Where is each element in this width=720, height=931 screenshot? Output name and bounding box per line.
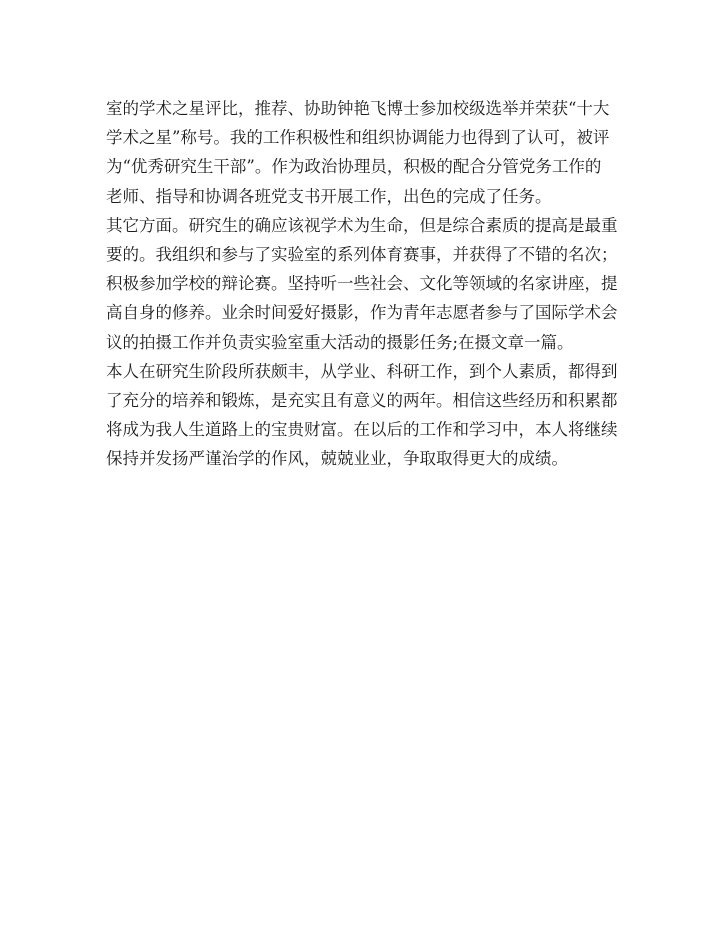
text-line: 高自身的修养。业余时间爱好摄影，作为青年志愿者参与了国际学术会: [106, 303, 618, 323]
text-line: 保持并发扬严谨治学的作风，兢兢业业，争取取得更大的成绩。: [106, 449, 568, 469]
text-line: 了充分的培养和锻炼，是充实且有意义的两年。相信这些经历和积累都: [106, 390, 618, 410]
text-line: 学术之星”称号。我的工作积极性和组织协调能力也得到了认可，被评: [106, 128, 610, 148]
paragraph-other-aspects: [106, 211, 626, 357]
text-line: 本人在研究生阶段所获颇丰，从学业、科研工作，到个人素质，都得到: [106, 361, 618, 381]
text-line: 室的学术之星评比，推荐、协助钟艳飞博士参加校级选举并荣获“十大: [106, 99, 610, 118]
text-line: 要的。我组织和参与了实验室的系列体育赛事，并获得了不错的名次；: [106, 244, 618, 264]
text-line: 议的拍摄工作并负责实验室重大活动的摄影任务;在摄文章一篇。: [106, 332, 574, 352]
paragraph-conclusion: [106, 357, 626, 474]
text-line: 其它方面。研究生的确应该视学术为生命，但是综合素质的提高是最重: [106, 215, 618, 235]
text-line: 将成为我人生道路上的宝贵财富。在以后的工作和学习中，本人将继续: [106, 420, 618, 440]
text-line: 为“优秀研究生干部”。作为政治协理员，积极的配合分管党务工作的: [106, 157, 602, 177]
text-line: 积极参加学校的辩论赛。坚持听一些社会、文化等领域的名家讲座，提: [106, 274, 618, 294]
text-line: 老师、指导和协调各班党支书开展工作，出色的完成了任务。: [106, 186, 552, 206]
document-body: [106, 94, 626, 473]
paragraph-academic-honors: [106, 94, 626, 211]
